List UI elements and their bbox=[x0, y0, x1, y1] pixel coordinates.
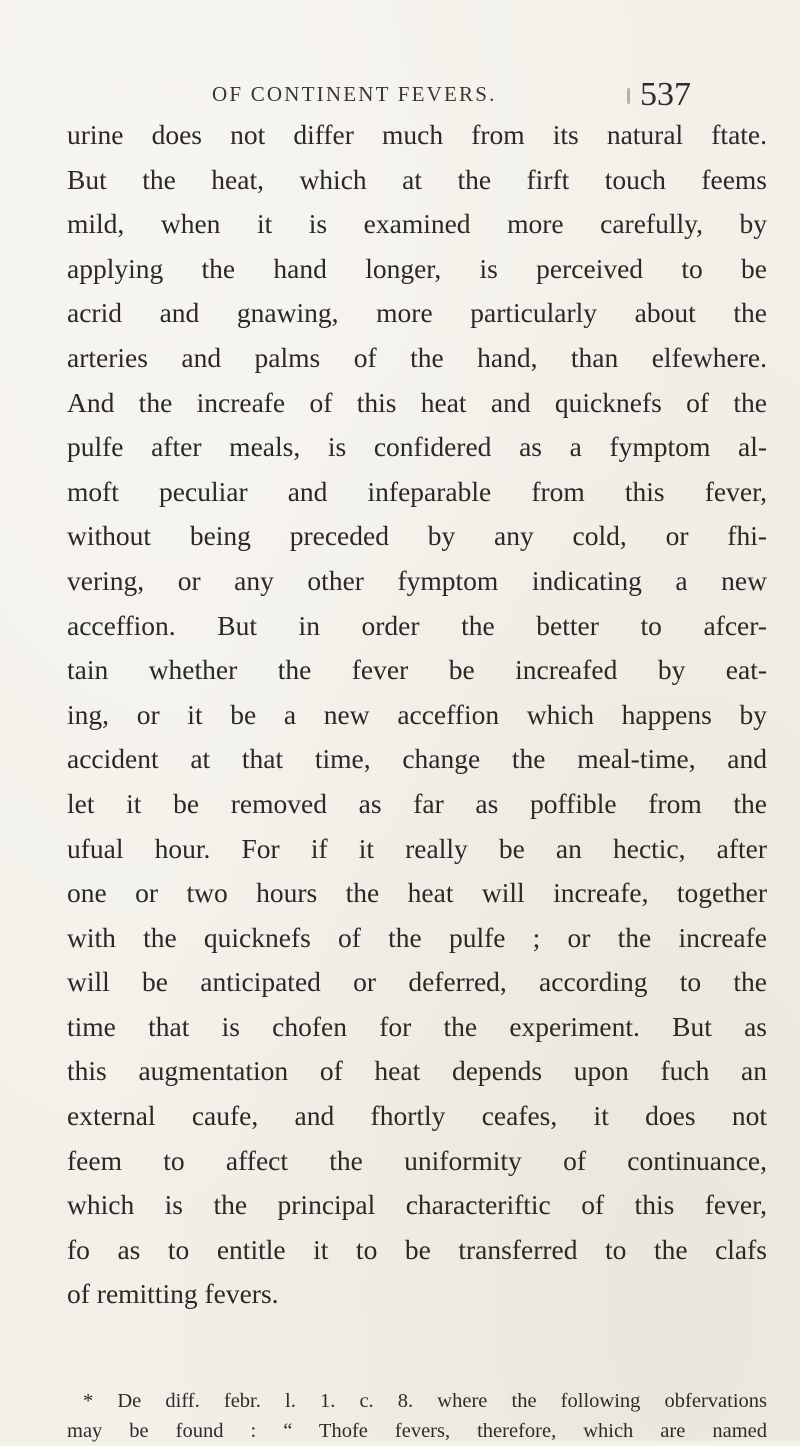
footnote bbox=[67, 1386, 767, 1446]
page-number: 537 bbox=[640, 76, 691, 113]
text-line: acrid and gnawing, more particularly about the bbox=[67, 297, 767, 329]
text-line-last: of remitting fevers. bbox=[67, 1278, 279, 1310]
text-line: tain whether the fever be increafed by eat- bbox=[67, 654, 767, 686]
text-line: ufual hour. For if it really be an hectic, after bbox=[67, 832, 767, 864]
text-line: external caufe, and fhortly ceafes, it does not bbox=[67, 1100, 767, 1132]
footnote-line: may be found : “ Thofe fevers, therefore, which are named bbox=[67, 1420, 767, 1442]
text-line: time that is chofen for the experiment. But as bbox=[67, 1010, 767, 1042]
text-line: fo as to entitle it to be transferred to the clafs bbox=[67, 1233, 767, 1265]
footnote-line: * De diff. febr. l. 1. c. 8. where the following obfervations bbox=[83, 1390, 767, 1412]
text-line: pulfe after meals, is confidered as a fymptom al- bbox=[67, 431, 767, 463]
text-line: ing, or it be a new acceffion which happens by bbox=[67, 698, 767, 730]
text-line: urine does not differ much from its natural ftate. bbox=[67, 119, 767, 150]
body-text bbox=[67, 113, 767, 1317]
text-line: will be anticipated or deferred, according to the bbox=[67, 966, 767, 998]
text-line: without being preceded by any cold, or fhi- bbox=[67, 520, 767, 552]
text-line: let it be removed as far as poffible from the bbox=[67, 787, 767, 819]
ink-mark bbox=[627, 88, 630, 104]
text-line: acceffion. But in order the better to afcer- bbox=[67, 609, 767, 641]
text-line: applying the hand longer, is perceived to be bbox=[67, 252, 767, 284]
running-title: OF CONTINENT FEVERS. bbox=[212, 82, 497, 106]
text-line: vering, or any other fymptom indicating a new bbox=[67, 564, 767, 596]
text-line: this augmentation of heat depends upon fuch an bbox=[67, 1055, 767, 1087]
text-line: arteries and palms of the hand, than elfewhere. bbox=[67, 341, 767, 373]
text-line: feem to affect the uniformity of continuance, bbox=[67, 1144, 767, 1176]
text-line: one or two hours the heat will increafe, together bbox=[67, 877, 767, 909]
text-line: with the quicknefs of the pulfe ; or the increafe bbox=[67, 921, 767, 953]
text-line: And the increafe of this heat and quicknefs of the bbox=[67, 386, 767, 418]
text-line: moft peculiar and infeparable from this fever, bbox=[67, 475, 767, 507]
text-line: mild, when it is examined more carefully, by bbox=[67, 208, 767, 240]
text-line: accident at that time, change the meal-time, and bbox=[67, 743, 767, 775]
text-line: which is the principal characteriftic of this fever, bbox=[67, 1189, 767, 1221]
text-line: But the heat, which at the firft touch feems bbox=[67, 163, 767, 195]
